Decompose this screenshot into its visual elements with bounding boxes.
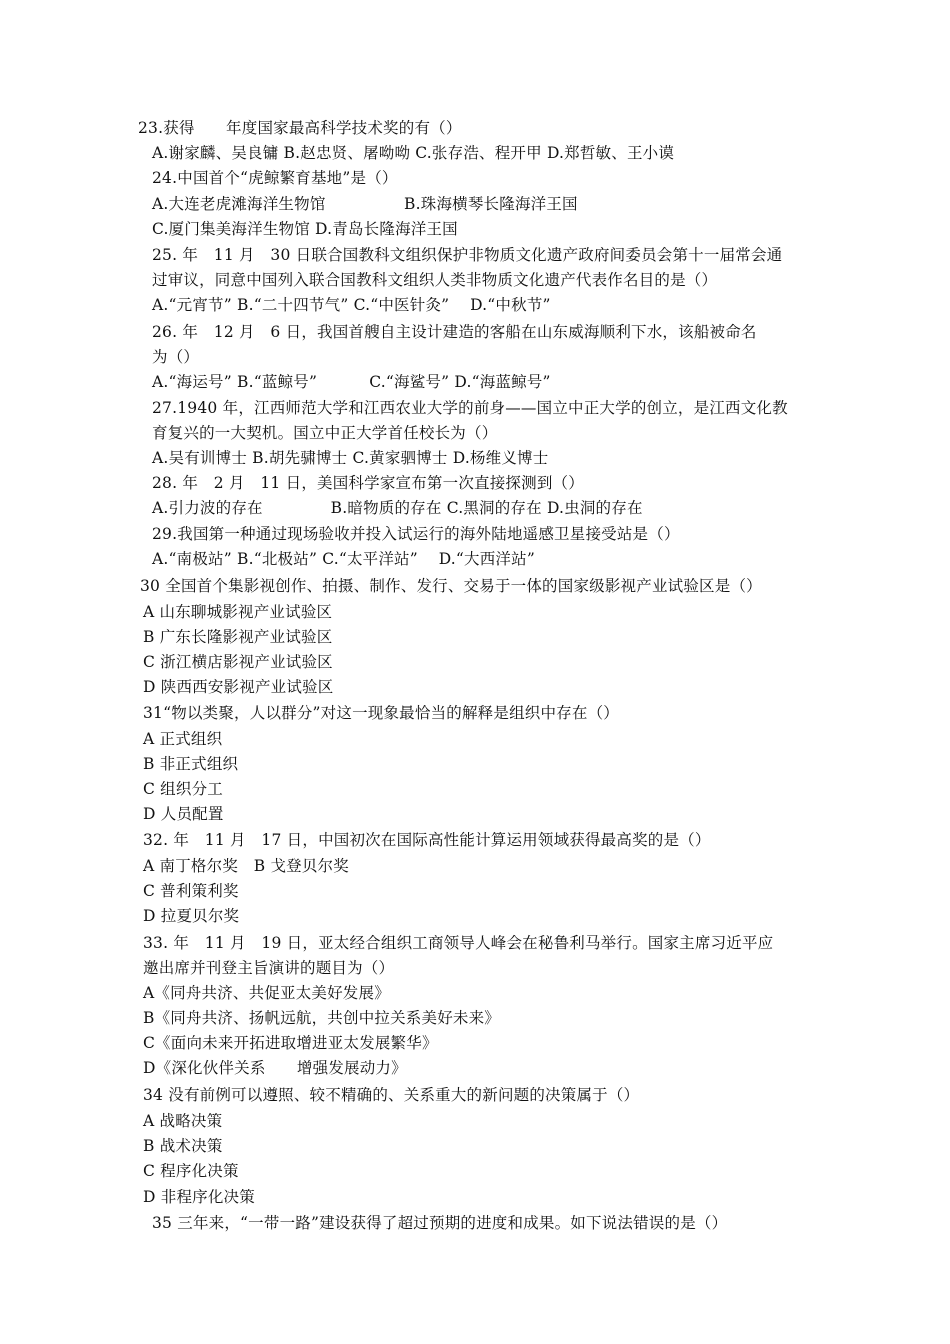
question-31: 31“物以类聚，人以群分”对这一现象最恰当的解释是组织中存在（）: [143, 704, 619, 722]
question-33-option-a: A《同舟共济、共促亚太美好发展》: [143, 984, 390, 1002]
question-32-options-ab: A 南丁格尔奖 B 戈登贝尔奖: [143, 857, 349, 875]
question-34-option-b: B 战术决策: [143, 1137, 223, 1155]
question-29: 29.我国第一种通过现场验收并投入试运行的海外陆地遥感卫星接受站是（）: [152, 525, 680, 543]
question-31-option-b: B 非正式组织: [143, 755, 239, 773]
question-24-options-cd: C.厦门集美海洋生物馆 D.青岛长隆海洋王国: [152, 220, 458, 238]
question-23: 23.获得 年度国家最高科学技术奖的有（）: [138, 119, 462, 137]
question-34: 34 没有前例可以遵照、较不精确的、关系重大的新问题的决策属于（）: [143, 1086, 640, 1104]
question-25-options: A.“元宵节” B.“二十四节气” C.“中医针灸” D.“中秋节”: [152, 296, 551, 314]
question-27-options: A.吴有训博士 B.胡先骕博士 C.黄家驷博士 D.杨维义博士: [152, 449, 549, 467]
question-24-options-ab: A.大连老虎滩海洋生物馆 B.珠海横琴长隆海洋王国: [152, 195, 578, 213]
question-34-option-d: D 非程序化决策: [143, 1188, 255, 1206]
question-24: 24.中国首个“虎鲸繁育基地”是（）: [152, 169, 398, 187]
question-26-options: A.“海运号” B.“蓝鲸号” C.“海鲨号” D.“海蓝鲸号”: [152, 373, 551, 391]
question-29-options: A.“南极站” B.“北极站” C.“太平洋站” D.“大西洋站”: [152, 550, 535, 568]
question-31-option-c: C 组织分工: [143, 780, 223, 798]
question-30-option-a: A 山东聊城影视产业试验区: [143, 603, 333, 621]
question-31-option-d: D 人员配置: [143, 805, 224, 823]
question-32-option-d: D 拉夏贝尔奖: [143, 907, 240, 925]
question-33-cont: 邀出席并刊登主旨演讲的题目为（）: [143, 959, 395, 977]
question-28-options: A.引力波的存在 B.暗物质的存在 C.黑洞的存在 D.虫洞的存在: [152, 499, 643, 517]
question-25: 25. 年 11 月 30 日联合国教科文组织保护非物质文化遗产政府间委员会第十一届常会通: [152, 246, 783, 264]
question-27: 27.1940 年，江西师范大学和江西农业大学的前身——国立中正大学的创立，是江西文化教: [152, 399, 788, 417]
question-26-cont: 为（）: [152, 348, 200, 366]
question-32: 32. 年 11 月 17 日，中国初次在国际高性能计算运用领域获得最高奖的是（）: [143, 831, 711, 849]
question-31-option-a: A 正式组织: [143, 730, 223, 748]
question-33-option-b: B《同舟共济、扬帆远航，共创中拉关系美好未来》: [143, 1009, 500, 1027]
question-25-cont: 过审议，同意中国列入联合国教科文组织人类非物质文化遗产代表作名目的是（）: [152, 271, 718, 289]
question-34-option-c: C 程序化决策: [143, 1162, 239, 1180]
question-33-option-d: D《深化伙伴关系 增强发展动力》: [143, 1059, 407, 1077]
question-32-option-c: C 普利策利奖: [143, 882, 239, 900]
question-33-option-c: C《面向未来开拓进取增进亚太发展繁华》: [143, 1034, 438, 1052]
question-30-option-c: C 浙江横店影视产业试验区: [143, 653, 333, 671]
question-34-option-a: A 战略决策: [143, 1112, 223, 1130]
question-33: 33. 年 11 月 19 日，亚太经合组织工商领导人峰会在秘鲁利马举行。国家主席习近平应: [143, 934, 774, 952]
question-30-option-d: D 陕西西安影视产业试验区: [143, 678, 334, 696]
question-35: 35 三年来，“一带一路”建设获得了超过预期的进度和成果。如下说法错误的是（）: [152, 1214, 728, 1232]
question-30-option-b: B 广东长隆影视产业试验区: [143, 628, 333, 646]
question-27-cont: 育复兴的一大契机。国立中正大学首任校长为（）: [152, 424, 498, 442]
question-26: 26. 年 12 月 6 日，我国首艘自主设计建造的客船在山东威海顺利下水，该船被命名: [152, 323, 757, 341]
question-23-options: A.谢家麟、吴良镛 B.赵忠贤、屠呦呦 C.张存浩、程开甲 D.郑哲敏、王小谟: [152, 144, 675, 162]
question-30: 30 全国首个集影视创作、拍摄、制作、发行、交易于一体的国家级影视产业试验区是（）: [140, 577, 762, 595]
question-28: 28. 年 2 月 11 日，美国科学家宣布第一次直接探测到（）: [152, 474, 584, 492]
